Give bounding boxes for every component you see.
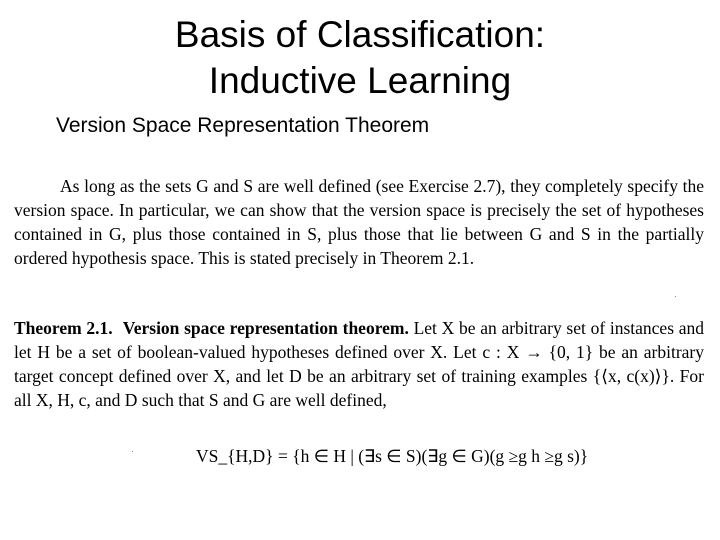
slide-title (0, 12, 720, 104)
title-line-2: Inductive Learning (208, 60, 512, 101)
slide-subtitle: Version Space Representation Theorem (56, 114, 430, 137)
scan-speck (675, 296, 676, 297)
scan-speck (132, 451, 133, 452)
theorem-block (14, 316, 704, 412)
theorem-label: Theorem 2.1. (14, 318, 113, 338)
theorem-body: Let X be an arbitrary set of instances and let H be a set of boolean-valued hypotheses defined over X. Let c : X → {0, 1} be an arbitrary target concept defined over X, and let D be an arbitrary set of training examples {⟨x, c(x)⟩}. For all X, H, c, and D such that S and G are well defined, (14, 318, 704, 410)
intro-paragraph: As long as the sets G and S are well defined (see Exercise 2.7), they completely specify the version space. In particular, we can show that the version space is precisely the set of hypotheses contained in G, plus those contained in S, plus those that lie between G and S in the partially ordered hypothesis space. This is stated precisely in Theorem 2.1. (14, 176, 704, 268)
theorem-name: Version space representation theorem. (122, 318, 409, 338)
version-space-formula: VS_{H,D} = {h ∈ H | (∃s ∈ S)(∃g ∈ G)(g ≥g h ≥g s)} (196, 446, 589, 466)
title-line-1: Basis of Classification: (174, 14, 546, 55)
